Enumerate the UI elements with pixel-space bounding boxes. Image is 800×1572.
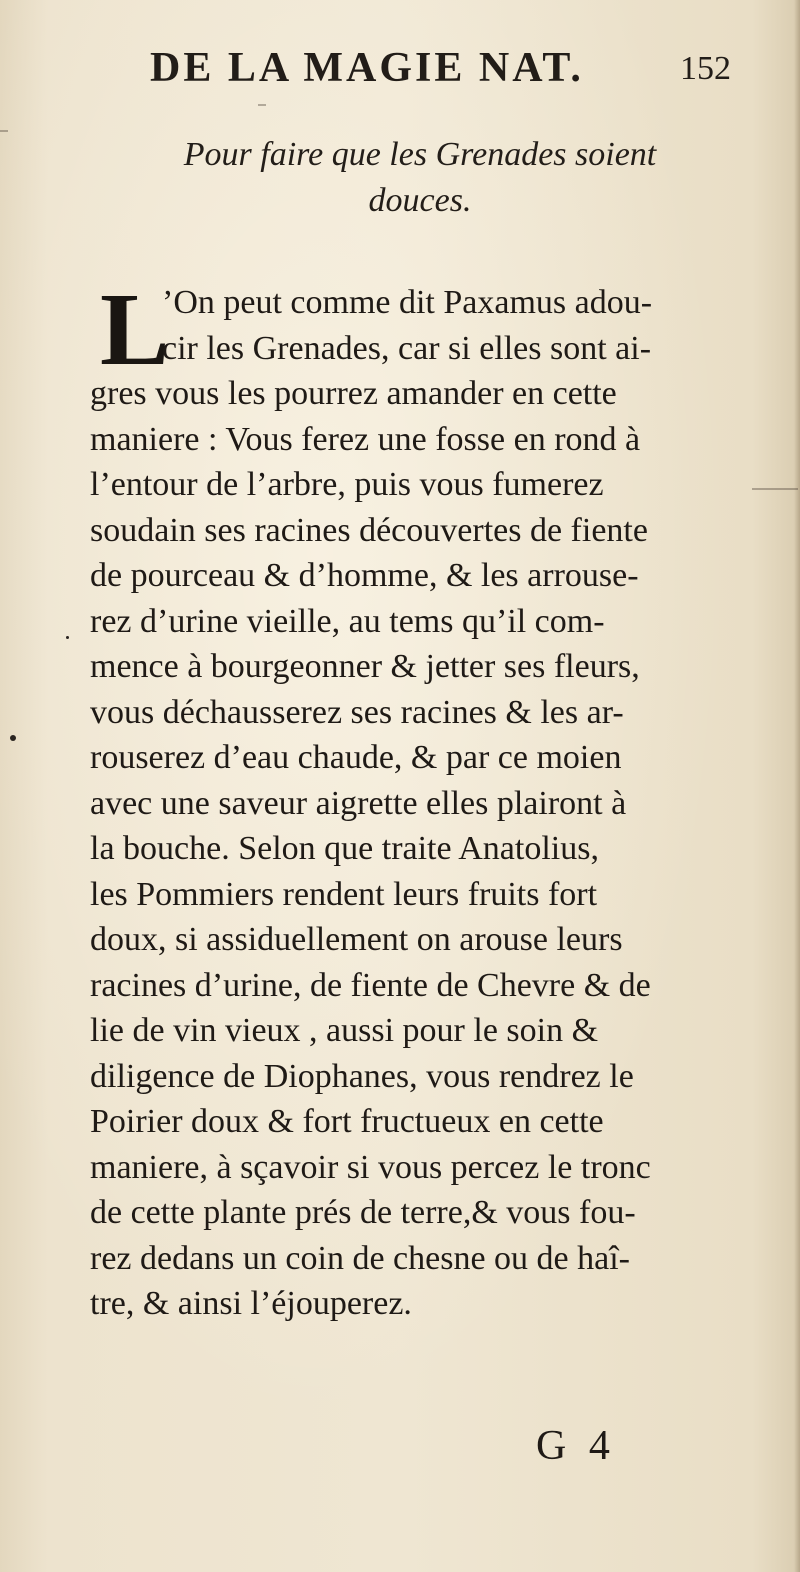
margin-mark (258, 104, 266, 106)
margin-mark (0, 130, 8, 132)
body-line: mence à bourgeonner & jetter ses fleurs, (90, 648, 640, 685)
body-line: doux, si assiduellement on arouse leurs (90, 921, 623, 958)
body-line: diligence de Diophanes, vous rendrez le (90, 1057, 634, 1095)
body-line: cir les Grenades, car si elles sont ai- (162, 329, 652, 367)
page-number: 152 (680, 50, 731, 87)
drop-cap-initial: L (100, 272, 170, 387)
body-text (90, 272, 790, 1327)
body-line: racines d’urine, de fiente de Chevre & de (90, 966, 651, 1004)
body-line: tre, & ainsi l’éjouperez. (90, 1285, 412, 1322)
ink-speck (66, 636, 69, 639)
page-header (150, 44, 770, 104)
body-line: rouserez d’eau chaude, & par ce moien (90, 739, 622, 776)
body-line: avec une saveur aigrette elles plairont à (90, 784, 627, 822)
body-line: maniere, à sçavoir si vous percez le tronc (90, 1148, 651, 1186)
heading-line-2: douces. (368, 182, 472, 219)
running-title: DE LA MAGIE NAT. (150, 45, 584, 91)
body-line: ’On peut comme dit Paxamus adou- (162, 284, 653, 321)
body-line: maniere : Vous ferez une fosse en rond à (90, 420, 641, 458)
body-line: rez d’urine vieille, au tems qu’il com- (90, 602, 605, 640)
signature-mark: G 4 (536, 1423, 616, 1469)
body-line: les Pommiers rendent leurs fruits fort (90, 875, 598, 913)
body-line: Poirier doux & fort fructueux en cette (90, 1103, 604, 1140)
body-line: de cette plante prés de terre,& vous fou- (90, 1194, 636, 1231)
heading-line-1: Pour faire que les Grenades soient (183, 136, 657, 173)
ink-speck (10, 735, 16, 741)
body-line: la bouche. Selon que traite Anatolius, (90, 830, 599, 867)
body-line: gres vous les pourrez amander en cette (90, 375, 617, 412)
margin-mark (752, 488, 798, 490)
body-line: rez dedans un coin de chesne ou de haî- (90, 1239, 630, 1277)
body-line: lie de vin vieux , aussi pour le soin & (90, 1012, 599, 1049)
body-line: vous déchausserez ses racines & les ar- (90, 693, 624, 731)
body-line: soudain ses racines découvertes de fiente (90, 511, 648, 549)
body-line: de pourceau & d’homme, & les arrouse- (90, 557, 639, 594)
section-heading (140, 132, 700, 224)
body-line: l’entour de l’arbre, puis vous fumerez (90, 466, 604, 503)
page-edge-shadow (794, 0, 800, 1572)
